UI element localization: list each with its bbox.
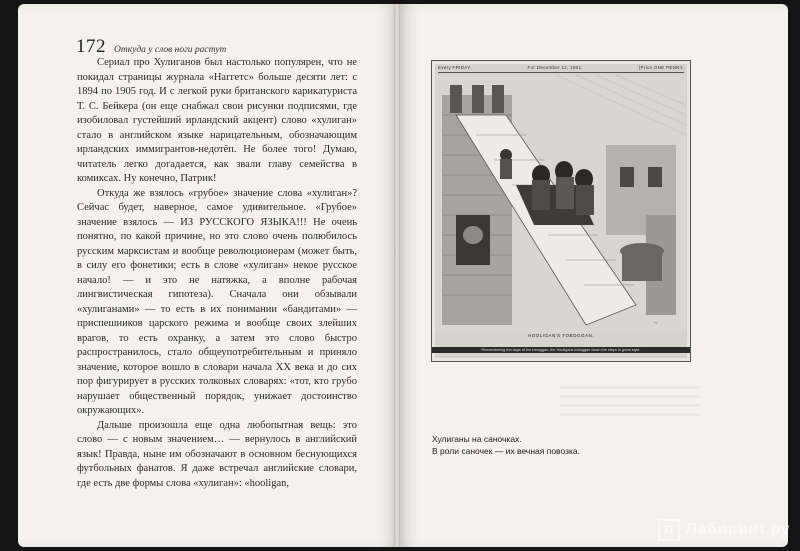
cartoon-masthead <box>438 65 684 73</box>
cartoon-illustration <box>431 60 691 362</box>
cartoon-title: HOOLIGAN'S TOBOGGAN. <box>528 333 594 338</box>
show-through-text <box>560 380 700 420</box>
masthead-right: [Price ONE PENNY. <box>638 65 684 70</box>
caption-line-2: В роли саночек — их вечная повозка. <box>432 446 580 456</box>
paragraph-3: Дальше произошла еще одна любопытная вещь: это слово — с новым значением… — вернулось в английский язык! Правда, ныне им обозначают в основном беснующихся футбольных фанатов. Я даже встречал английские словари, где есть две формы слова «хулиган»: «hooligan, <box>77 419 357 489</box>
left-page-header <box>76 36 226 58</box>
svg-text:~: ~ <box>654 321 658 327</box>
masthead-left: Every FRIDAY. <box>438 65 472 70</box>
masthead-center: For December 12, 1901. <box>527 65 583 70</box>
paragraph-2: Откуда же взялось «грубое» значение слова «хулиган»? Сейчас будет, наверное, самое удивительное. «Грубое» значение взялось — ИЗ РУССКОГО ЯЗЫКА!!! Не очень понятно, по какой причине, но это слово очень полюбилось русским марксистам и вообще революционерам (может быть, в силу его фонетики; есть в слове «хулиган» некое русское начало! — и это не натяжка, а вполне рабочая лингвистическая гипотеза). Сначала они обзывали «хулиганами» — то есть в их понимании «бандитами» — приспешников царского режима и вообще своих злейших врагов, то есть охранку, а затем это слово быстро распространилось, стало общеупотребительным и приняло значение, которое вошло в словари начала XX века и до сих пор фигурирует в русских толковых словарях: «тот, кто грубо нарушает общественный порядок, унижает достоинство окружающих». <box>77 187 357 416</box>
book-gutter <box>394 4 400 547</box>
watermark-logo-icon: Л <box>658 519 680 541</box>
page-number: 172 <box>76 36 106 57</box>
running-head: Откуда у слов ноги растут <box>114 45 227 55</box>
watermark <box>658 519 790 541</box>
paragraph-1: Сериал про Хулиганов был настолько популярен, что не покидал страницы журнала «Наггетс» больше десяти лет: с 1894 по 1905 год. И с легкой руки британского карикатуриста Т. С. Бейкера (он еще снабжал свои рисунки подписями, где изобиловал густейший ирландский акцент) слово «хулиган» стало в английском языке нарицательным, обозначающим ирландских иммигрантов-недотёп. Не более того! Думаю, читатель легко догадается, как звали главу семейства в комиксах. Ну конечно, Патрик! <box>77 57 357 184</box>
cartoon-caption: Remembering the days of the toboggan, the Hooligans toboggan down the steps in great style. <box>432 347 690 353</box>
cartoon-drawing <box>436 75 686 333</box>
watermark-text: Лабиринт.ру <box>685 521 790 538</box>
figure-caption <box>432 433 652 457</box>
caption-line-1: Хулиганы на саночках. <box>432 434 522 444</box>
body-text <box>77 56 357 491</box>
